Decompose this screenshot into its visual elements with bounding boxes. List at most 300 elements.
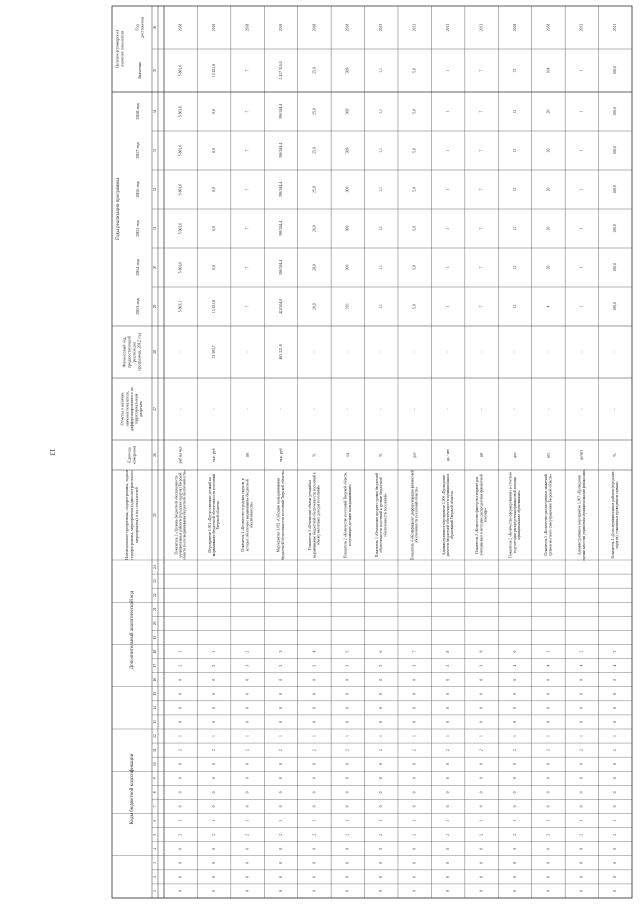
row-code-digit: 0 [178,706,183,709]
row-unit: шт [479,452,484,458]
row-name-line: Показатель 1 «Доля муниципальных районов (городских [611,471,616,559]
row-name-line: Показатель 3 «Отношение среднего уровня бюджетной [374,472,379,558]
row-code-digit: 6 [379,650,384,653]
row-code-digit: 0 [579,875,584,878]
row-code-digit: 0 [479,777,484,780]
row-code-digit: 0 [379,805,384,808]
row-code-digit: 0 [479,847,484,850]
row-name-line: Административное мероприятие 1.006 «Проведение [441,474,446,556]
row-code-digit: 0 [546,861,551,864]
row-code-digit: 3 [379,664,384,667]
row-code-digit: 1 [312,735,317,737]
header-name-line: подпрограммы, мероприятия (административного [128,470,134,560]
row-code-digit: 0 [178,861,183,864]
row-year-value: 0,0 [212,187,217,192]
row-code-digit: 0 [245,777,250,780]
row-code-digit: 0 [278,847,283,850]
column-number: 11 [152,748,157,752]
row-fin: - [379,351,384,353]
row-code-digit: 0 [546,678,551,681]
header-target-year-line: достижения [139,16,145,39]
row-code-digit: 0 [479,692,484,695]
row-year-value: 12 [512,187,517,192]
row-name [578,469,586,561]
row-code-digit: 0 [412,805,417,808]
row-code-digit: 0 [512,678,517,681]
row-code-digit: 0 [312,692,317,695]
row-code-digit: 0 [512,875,517,878]
row-code-digit: 2 [379,833,384,836]
row-code-digit: 0 [479,791,484,794]
row-target-year: 2013 [479,23,484,32]
row-mark: - [546,408,551,410]
row-code-digit: 0 [345,805,350,808]
row-code-digit: 0 [613,805,618,808]
row-year-value: 7 [245,188,250,191]
row-unit: % [379,453,384,457]
row-code-digit: 2 [412,833,417,836]
row-code-digit: 0 [579,721,584,723]
row-year-value: 7 [479,188,484,191]
row-code-digit: 0 [312,791,317,794]
row-code-digit: 2 [212,833,217,836]
row-unit: шт [245,452,250,458]
row-code-digit: 0 [613,678,618,681]
row-code-digit: 0 [613,777,618,780]
row-code-digit: 0 [579,692,584,695]
row-target-year: 2013 [579,23,584,32]
row-code-digit: 0 [278,861,283,864]
row-name-line: образований Тверской области» [450,490,455,540]
row-code-digit: 0 [178,890,183,892]
row-code-digit: 0 [613,721,618,723]
column-number: 27 [152,407,157,411]
row-name [611,471,620,558]
row-year-value: 100,0 [613,302,618,311]
header-name [124,469,139,560]
row-code-digit: 8 [446,650,451,653]
header-target-value: Значение [137,61,143,80]
row-mark: - [379,408,384,410]
row-target-year: 2018 [278,23,283,32]
row-year-value: 20 [546,265,551,270]
row-code-digit: 0 [312,805,317,808]
row-code-digit: 0 [446,791,451,794]
row-code-digit: 0 [245,706,250,709]
row-code-digit: 0 [345,875,350,878]
column-number: 9 [152,777,157,780]
row-year-value: 7 [479,305,484,308]
row-code-digit: 1 [245,819,250,822]
row-fin: - [345,351,350,353]
row-year-value: 20 [546,148,551,153]
row-code-digit: 0 [345,678,350,681]
row-mark: - [579,408,584,410]
row-year-value: 424 504,0 [278,298,283,315]
header-unit-line: Единица [126,447,132,463]
row-code-digit: 1 [613,735,618,737]
row-code-digit: 0 [579,777,584,780]
row-code-digit: 2 [446,833,451,836]
row-mark: - [512,408,517,410]
row-year-value: 1,1 [379,187,384,192]
column-number: 1 [152,890,157,892]
column-number: 35 [152,68,157,73]
row-year-value: 5,0 [412,187,417,192]
row-code-digit: 0 [212,763,217,766]
row-name [277,470,285,560]
row-code-digit: 0 [512,706,517,709]
column-number: 12 [152,734,157,738]
row-code-digit: 0 [579,706,584,709]
row-code-digit: 2 [178,664,183,667]
row-code-digit: 3 [278,650,283,653]
row-code-digit: 1 [412,819,417,822]
row-mark: - [245,408,250,410]
row-code-digit: 0 [446,692,451,695]
row-code-digit: 1 [178,819,183,822]
row-code-digit: 0 [546,890,551,892]
row-code-digit: 4 [579,664,584,667]
row-code-digit: 0 [579,763,584,766]
row-unit: тыс. руб [278,448,283,462]
row-code-digit: 0 [412,692,417,695]
row-code-digit: 1 [546,819,551,822]
row-year-value: 1 [579,110,584,113]
row-year-value: 100,0 [613,224,618,233]
row-code-digit: 0 [446,861,451,864]
column-number: 14 [152,706,157,710]
header-analytic-group: Дополнительный аналитический код [130,590,136,670]
row-name [375,473,387,558]
page-number: 13 [48,448,56,456]
row-code-digit: 0 [512,847,517,850]
row-code-digit: 0 [345,791,350,794]
row-code-digit: 0 [312,763,317,766]
row-year-value: 100,0 [613,146,618,155]
row-code-digit: 0 [546,692,551,695]
row-code-digit: 3 [613,650,618,653]
row-code-digit: 0 [412,791,417,794]
row-code-digit: 3 [212,664,217,667]
row-code-digit: 0 [446,721,451,723]
row-target-value: 25,0 [312,67,317,74]
row-code-digit: 1 [379,735,384,737]
row-code-digit: 0 [613,890,618,892]
row-code-digit: 0 [412,847,417,850]
row-code-digit: 0 [312,875,317,878]
row-code-digit: 0 [446,777,451,780]
row-code-digit: 0 [512,777,517,780]
row-code-digit: 0 [245,692,250,695]
row-name-line: расчетов бюджетной обеспеченности муниципальных [445,473,450,557]
row-year-value: 5 803,6 [178,222,183,235]
row-year-value: 25,0 [312,108,317,115]
header-target-year [134,17,144,38]
row-code-digit: 0 [212,678,217,681]
row-mark: - [412,408,417,410]
header-years-group: Годы реализации программы [116,178,122,240]
row-mark: - [312,408,317,410]
row-name [344,472,352,558]
row-code-digit: 4 [312,650,317,653]
header-mark [120,387,143,431]
row-code-digit: 3 [245,664,250,667]
row-fin: - [546,351,551,353]
row-year-value: 309 [345,264,350,271]
row-code-digit: 0 [446,763,451,766]
row-code-digit: 4 [546,664,551,667]
row-code-digit: 0 [212,692,217,695]
header-fin [121,332,142,370]
row-unit: раз [512,452,517,458]
row-fin: - [479,351,484,353]
row-code-digit: 0 [178,791,183,794]
row-code-digit: 0 [412,721,417,723]
row-code-digit: 0 [312,777,317,780]
column-number: 5 [152,833,157,836]
row-code-digit: 0 [579,847,584,850]
row-code-digit: 3 [412,664,417,667]
row-year-value: 1 [446,188,451,191]
row-name-line: обеспеченности» [249,501,254,529]
header-year: 2014 год [135,259,141,276]
column-number: 20 [152,621,157,626]
row-code-digit: 0 [245,847,250,850]
column-number: 26 [152,453,157,457]
row-target-value: 100,0 [613,66,618,75]
row-target-value: 13 431,8 [212,63,217,78]
row-code-digit: 0 [446,847,451,850]
header-year: 2016 год [135,181,141,198]
row-code-digit: 3 [278,664,283,667]
header-target-group-line: Целевое (суммарное) [114,30,120,68]
row-code-digit: 0 [412,763,417,766]
row-year-value: 5,0 [412,148,417,153]
row-year-value: 396 584,4 [278,220,283,237]
row-mark: - [446,408,451,410]
row-code-digit: 1 [479,819,484,822]
row-fin: - [412,351,417,353]
row-code-digit: 2 [546,749,551,752]
row-name-line: бюджетной обеспеченности поселений Тверской области» [280,470,285,560]
row-year-value: 25,0 [312,186,317,193]
row-code-digit: 0 [345,847,350,850]
row-code-digit: 0 [579,678,584,681]
row-name-line: Показатель 2 «Уровень бюджетной обеспеченности [174,475,179,555]
row-fin: 13 393,7 [212,345,217,359]
row-code-digit: 0 [512,890,517,892]
row-target-value: 104 [546,67,551,74]
header-unit [126,446,136,465]
row-name-line: Мероприятие 1.001 «Предоставление дотаций на [207,477,212,553]
row-fin: - [245,351,250,353]
row-year-value: 100,0 [613,107,618,116]
row-code-digit: 3 [312,664,317,667]
row-code-digit: 0 [613,847,618,850]
header-fin-line: программы, 2012 год [136,333,142,371]
header-fin-line: предшествующий [126,336,132,368]
row-code-digit: 2 [245,749,250,752]
row-year-value: 309 [345,225,350,232]
row-code-digit: 0 [379,721,384,723]
row-code-digit: 2 [412,749,417,752]
row-unit: % [312,453,317,457]
row-code-digit: 0 [613,692,618,695]
row-code-digit: 4 [512,664,517,667]
row-year-value: 0,0 [212,109,217,114]
row-target-value: 2 417 316,0 [278,61,283,80]
column-number: 19 [152,635,157,640]
row-year-value: 1 [446,227,451,230]
row-name-line: году методик распределения финансовой помощи [512,476,517,554]
row-year-value: 1 [579,188,584,191]
row-year-value: 5 803,1 [178,300,183,313]
row-code-digit: 0 [546,847,551,850]
row-code-digit: 0 [479,721,484,723]
row-year-value: 26,0 [312,225,317,232]
header-target-group [114,29,124,68]
row-code-digit: 1 [579,819,584,822]
row-code-digit: 0 [512,692,517,695]
row-year-value: 0,0 [212,148,217,153]
row-code-digit: 0 [479,890,484,892]
column-number: 15 [152,691,157,696]
row-code-digit: 0 [546,777,551,780]
row-year-value: 1 [446,266,451,269]
column-number: 34 [152,109,157,114]
header-name-line: Наименование программы, подпрограммы, задачи [123,470,129,560]
row-code-digit: 0 [278,890,283,892]
row-code-digit: 0 [178,721,183,723]
column-number: 28 [152,350,157,354]
row-year-value: 1 [579,227,584,230]
row-code-digit: 0 [212,706,217,709]
header-codes-group: Коды бюджетной классификации [130,753,136,825]
row-year-value: 7 [245,227,250,230]
row-target-value: 1 [446,69,451,72]
header-unit-line: измерения [131,445,137,465]
row-target-year: 2018 [312,23,317,32]
row-code-digit: 0 [479,678,484,681]
row-name [308,472,320,557]
row-year-value: 396 584,4 [278,142,283,159]
row-year-value: 5 803,6 [178,261,183,274]
row-mark: - [345,408,350,410]
row-code-digit: 2 [278,833,283,836]
row-code-digit: 2 [512,833,517,836]
row-year-value: 5 803,6 [178,144,183,157]
row-unit: тыс. руб [212,448,217,462]
row-code-digit: 0 [546,721,551,723]
row-code-digit: 0 [212,721,217,723]
row-unit: да / нет [446,449,451,461]
row-code-digit: 0 [212,847,217,850]
row-name-line: помощи» [483,507,488,523]
row-code-digit: 1 [613,819,618,822]
row-code-digit: 2 [579,749,584,752]
row-code-digit: 0 [479,706,484,709]
row-code-digit: 9 [479,650,484,653]
row-code-digit: 0 [613,861,618,864]
row-code-digit: 1 [446,819,451,822]
column-number: 36 [152,25,157,30]
row-code-digit: 2 [212,749,217,752]
row-year-value: 309 [345,147,350,154]
row-code-digit: 0 [546,875,551,878]
row-code-digit: 0 [178,678,183,681]
column-number: 33 [152,148,157,153]
row-code-digit: 0 [178,763,183,766]
row-name [241,478,253,552]
row-year-value: 396 584,4 [278,103,283,120]
row-code-digit: 2 [479,833,484,836]
row-target-value: 7 [479,69,484,72]
row-code-digit: 2 [546,833,551,836]
row-code-digit: 0 [178,875,183,878]
row-code-digit: 3 [446,664,451,667]
row-target-year: 2018 [546,23,551,32]
row-target-year: 2013 [379,23,384,32]
row-name-line: Показатель 4 «Коэффициент дифференциации финансовой [410,469,415,561]
row-year-value: 20,0 [312,303,317,310]
row-name-line: муниципальных районов (городских округов) Тверской [178,472,183,558]
row-mark: - [278,408,283,410]
row-code-digit: 0 [579,861,584,864]
row-year-value: 1,1 [379,304,384,309]
row-year-value: 1 [446,149,451,152]
row-code-digit: 0 [212,805,217,808]
row-year-value: 5,0 [412,109,417,114]
row-code-digit: 1 [212,735,217,737]
row-code-digit: 0 [278,706,283,709]
row-year-value: 20 [546,226,551,231]
row-year-value: 1,1 [379,109,384,114]
header-year: 2017 год [135,142,141,159]
row-code-digit: 0 [312,847,317,850]
column-number: 3 [152,861,157,864]
row-fin: - [446,351,451,353]
row-code-digit: 0 [446,890,451,892]
row-code-digit: 0 [512,763,517,766]
row-code-digit: 2 [312,749,317,752]
row-code-digit: 1 [512,819,517,822]
row-code-digit: 0 [345,721,350,723]
row-code-digit: 0 [379,692,384,695]
row-name-line: округов), охваченных проведением оценки» [615,481,620,549]
column-number: 7 [152,805,157,808]
row-code-digit: 0 [212,791,217,794]
header-mark-line: разрезам [138,401,144,417]
row-code-digit: 0 [278,805,283,808]
row-unit: ед [345,453,350,457]
row-code-digit: 0 [512,721,517,723]
row-name [475,474,487,555]
row-code-digit: 2 [379,749,384,752]
row-year-value: 1 [446,305,451,308]
row-code-digit: 0 [546,791,551,794]
row-name-line: объему налоговых доходов поселений» [316,484,321,546]
row-code-digit: 0 [579,890,584,892]
row-name-line: Показатель 3 «Количество рассмотренных заявлений [544,474,549,556]
row-code-digit: 1 [579,735,584,737]
row-code-digit: 0 [512,805,517,808]
row-name [174,470,186,560]
row-name-line: выравнивание бюджетной обеспеченности поселений [211,473,216,557]
row-fin: - [178,351,183,353]
row-mark: - [613,408,618,410]
row-year-value: 7 [245,149,250,152]
